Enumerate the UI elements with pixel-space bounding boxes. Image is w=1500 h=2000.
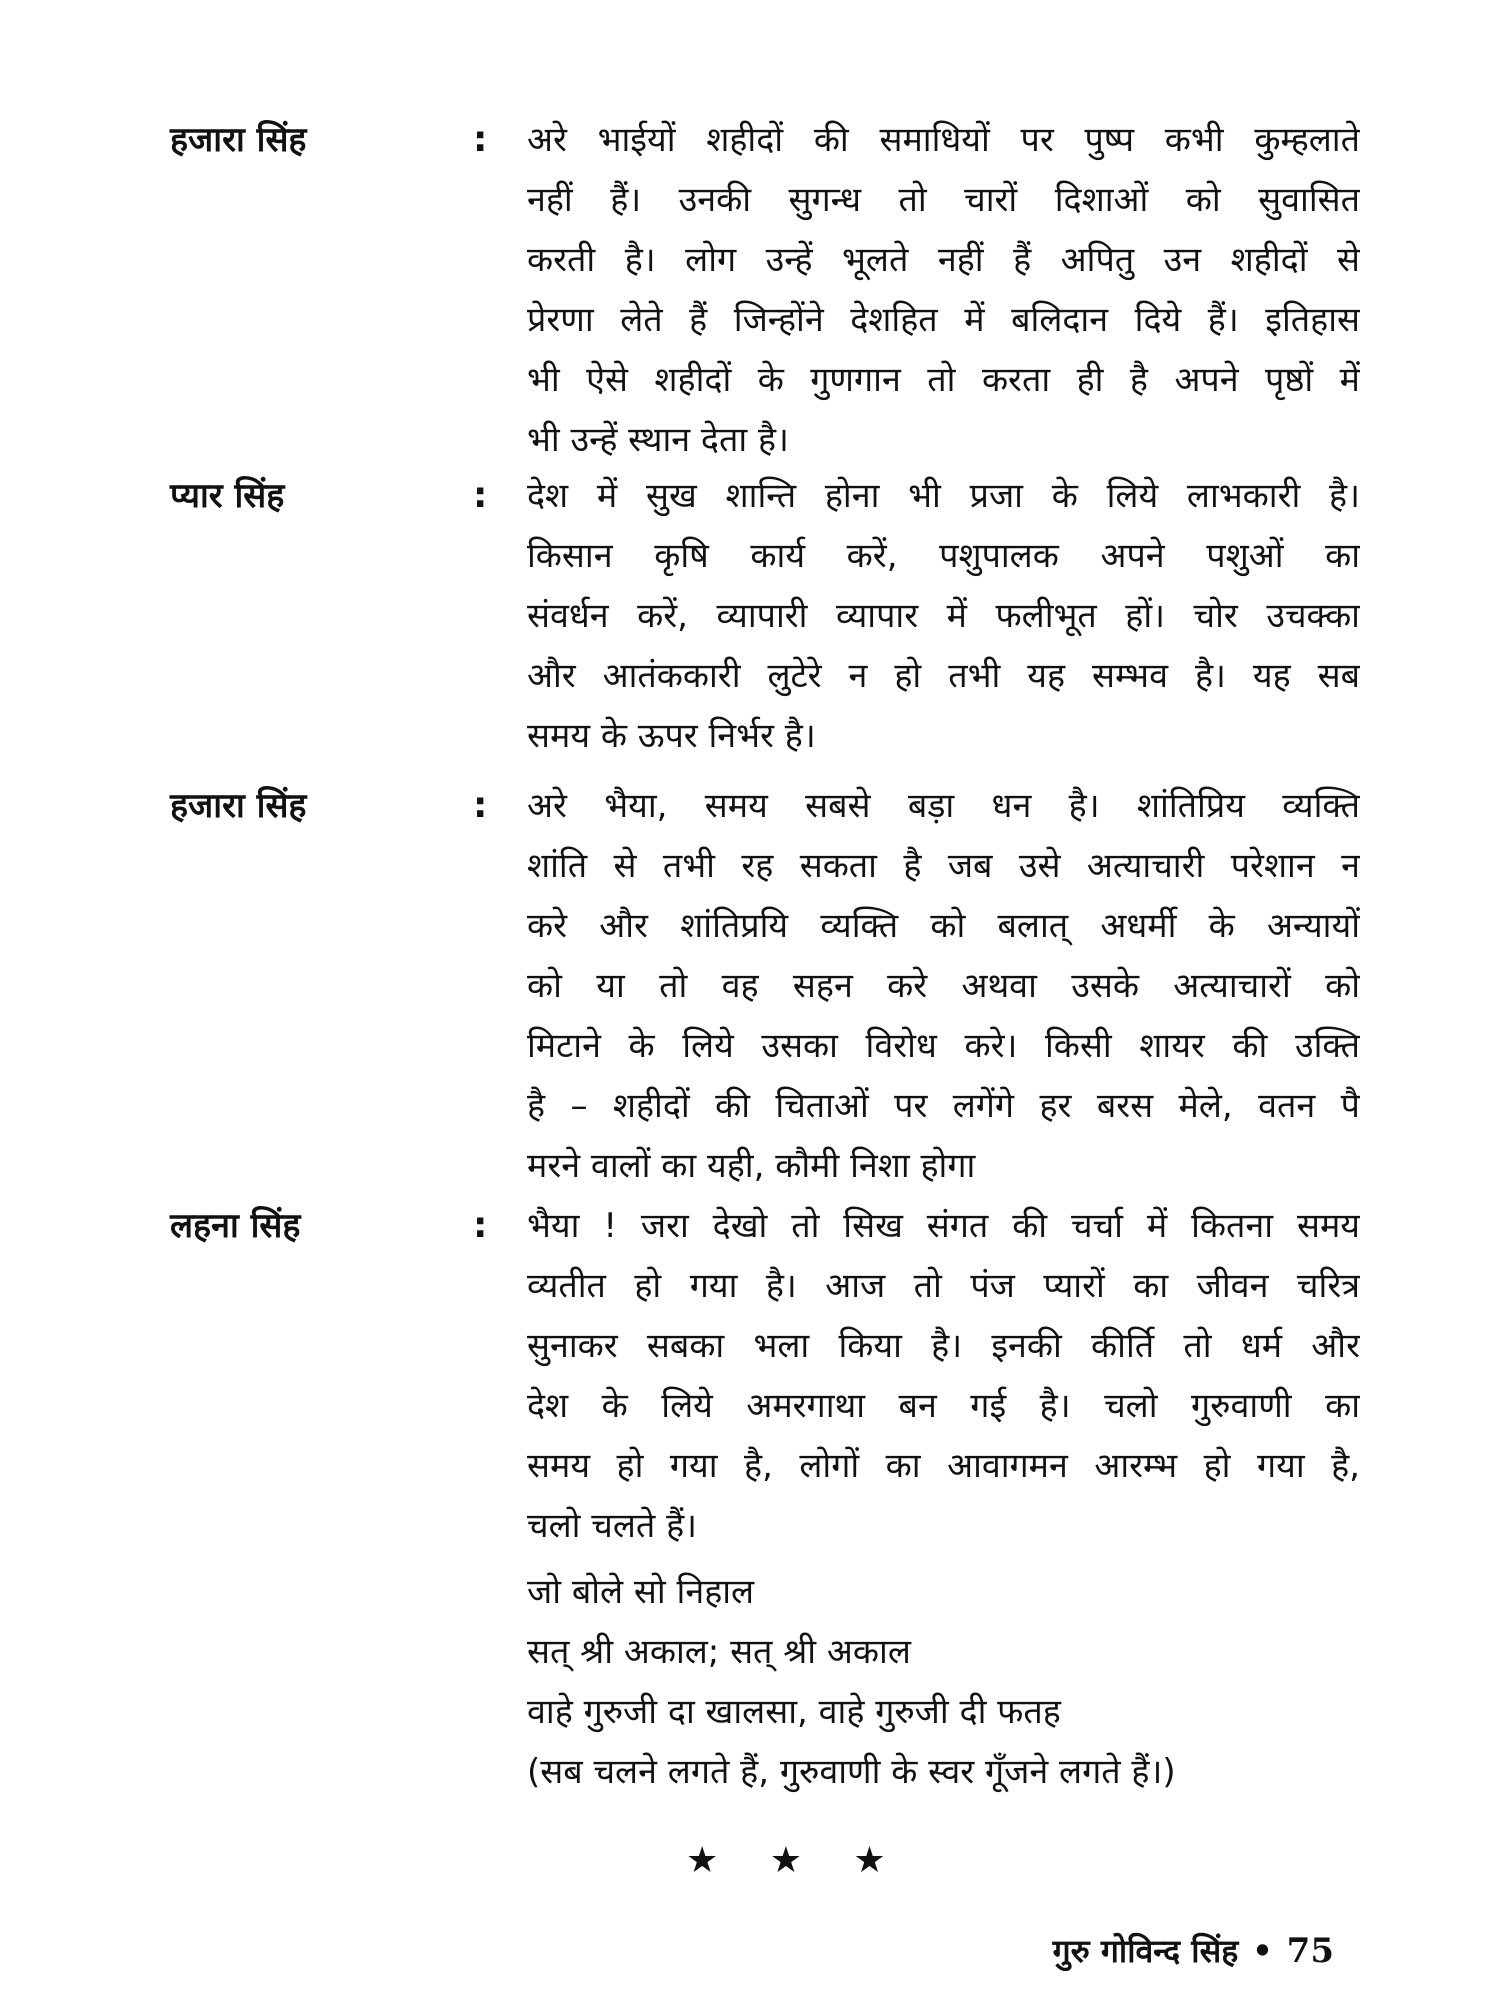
dialogue-line: अरे भाईयों शहीदों की समाधियों पर पुष्प कभी कुम्हलाते: [527, 120, 1360, 160]
footer-bullet: •: [1252, 1932, 1273, 1970]
dialogue-line: प्रेरणा लेते हैं जिन्होंने देशहित में बलिदान दिये हैं। इतिहास: [527, 300, 1360, 340]
stage-direction: (सब चलने लगते हैं, गुरुवाणी के स्वर गूँजने लगते हैं।): [527, 1752, 1176, 1792]
end-marker-stars: ★ ★ ★: [686, 1840, 906, 1881]
dialogue-line: भैया ! जरा देखो तो सिख संगत की चर्चा में कितना समय: [527, 1206, 1360, 1246]
book-title: गुरु गोविन्द सिंह: [1052, 1932, 1239, 1970]
dialogue-line: सुनाकर सबका भला किया है। इनकी कीर्ति तो धर्म और: [527, 1326, 1360, 1366]
speaker-separator: :: [473, 1205, 488, 1246]
speaker-name: लहना सिंह: [170, 1206, 301, 1246]
dialogue-line: संवर्धन करें, व्यापारी व्यापार में फलीभूत हों। चोर उचक्का: [527, 596, 1360, 636]
dialogue-line: करे और शांतिप्रयि व्यक्ति को बलात् अधर्मी के अन्यायों: [527, 906, 1360, 946]
dialogue-line: चलो चलते हैं।: [527, 1506, 698, 1546]
page-number: 75: [1286, 1931, 1334, 1971]
speaker-separator: :: [473, 785, 488, 826]
dialogue-line: अरे भैया, समय सबसे बड़ा धन है। शांतिप्रिय व्यक्ति: [527, 786, 1360, 826]
dialogue-line: देश के लिये अमरगाथा बन गई है। चलो गुरुवाणी का: [527, 1386, 1360, 1426]
dialogue-line: भी उन्हें स्थान देता है।: [527, 420, 789, 460]
dialogue-line: व्यतीत हो गया है। आज तो पंज प्यारों का जीवन चरित्र: [527, 1266, 1360, 1306]
slogan-line: वाहे गुरुजी दा खालसा, वाहे गुरुजी दी फतह: [527, 1692, 1061, 1732]
speaker-name: हजारा सिंह: [170, 120, 307, 160]
dialogue-line: और आतंककारी लुटेरे न हो तभी यह सम्भव है। यह सब: [527, 656, 1360, 696]
speaker-separator: :: [473, 119, 488, 160]
dialogue-line: किसान कृषि कार्य करें, पशुपालक अपने पशुओं का: [527, 536, 1360, 576]
slogan-line: सत् श्री अकाल; सत् श्री अकाल: [527, 1632, 911, 1672]
slogan-line: जो बोले सो निहाल: [527, 1572, 755, 1612]
dialogue-line: नहीं हैं। उनकी सुगन्ध तो चारों दिशाओं को सुवासित: [527, 180, 1360, 220]
dialogue-line: शांति से तभी रह सकता है जब उसे अत्याचारी परेशान न: [527, 846, 1360, 886]
speaker-name: हजारा सिंह: [170, 786, 307, 826]
speaker-separator: :: [473, 475, 488, 516]
dialogue-line: को या तो वह सहन करे अथवा उसके अत्याचारों को: [527, 966, 1360, 1006]
dialogue-line: समय के ऊपर निर्भर है।: [527, 716, 816, 756]
dialogue-line: करती है। लोग उन्हें भूलते नहीं हैं अपितु उन शहीदों से: [527, 240, 1360, 280]
dialogue-line: मिटाने के लिये उसका विरोध करे। किसी शायर की उक्ति: [527, 1026, 1360, 1066]
dialogue-line: समय हो गया है, लोगों का आवागमन आरम्भ हो गया है,: [527, 1446, 1360, 1486]
dialogue-line: है – शहीदों की चिताओं पर लगेंगे हर बरस मेले, वतन पै: [527, 1086, 1360, 1126]
page-footer: [1053, 1926, 1334, 1976]
dialogue-line: देश में सुख शान्ति होना भी प्रजा के लिये लाभकारी है।: [527, 476, 1360, 516]
speaker-name: प्यार सिंह: [170, 476, 285, 516]
dialogue-line: मरने वालों का यही, कौमी निशा होगा: [527, 1146, 976, 1186]
dialogue-line: भी ऐसे शहीदों के गुणगान तो करता ही है अपने पृष्ठों में: [527, 360, 1360, 400]
